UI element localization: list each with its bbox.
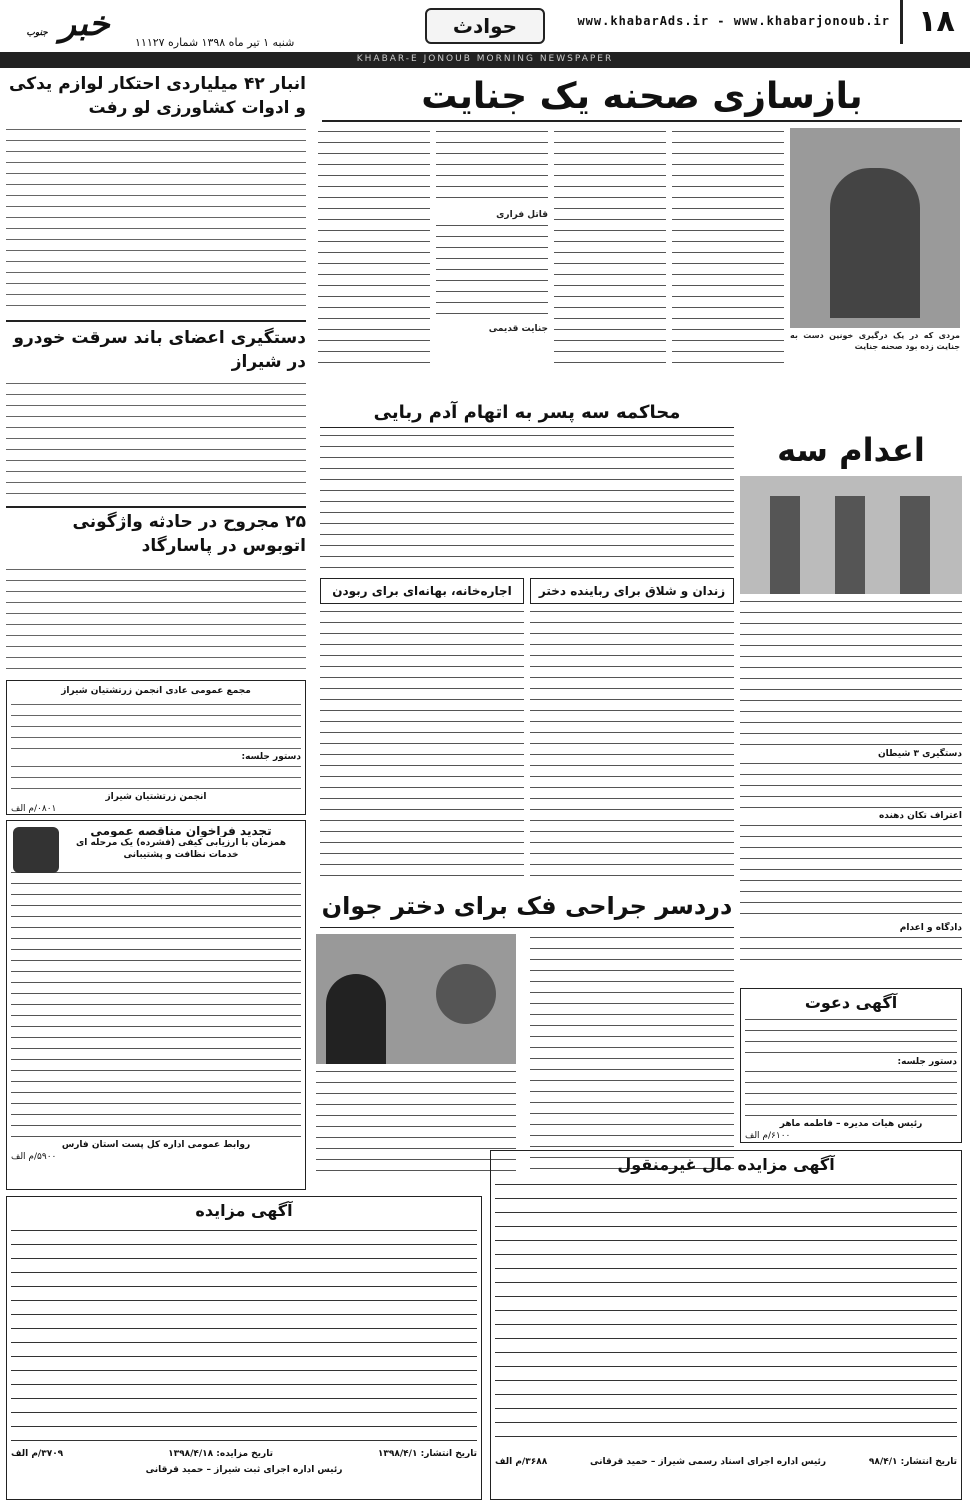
trial-body <box>320 432 734 572</box>
auction-left-date1: تاریخ انتشار: ۱۳۹۸/۴/۱ <box>377 1449 477 1459</box>
surgery-title: دردسر جراحی فک برای دختر جوان <box>321 892 733 920</box>
tender-code: ۵۹۰۰/م الف <box>11 1152 57 1162</box>
page-number: ١٨ <box>900 0 970 44</box>
auction-right <box>490 1150 962 1500</box>
trial-title-box <box>320 398 734 428</box>
invite-agenda: دستور جلسه: <box>897 1057 957 1067</box>
execution-body <box>740 598 962 978</box>
auction-left <box>6 1196 482 1500</box>
left-story-1 <box>6 72 306 124</box>
left-story-2 <box>6 326 306 378</box>
auction-right-signature: رئیس اداره اجرای اسناد رسمی شیراز – حمید قرقانی <box>590 1457 827 1467</box>
meeting-agenda-label: دستور جلسه: <box>241 752 301 762</box>
divider <box>6 320 306 322</box>
auction-right-title: آگهی مزایده مال غیرمنقول <box>617 1155 835 1174</box>
tender-signature: روابط عمومی اداره کل پست استان فارس <box>61 1140 251 1150</box>
header-strip: KHABAR-E JONOUB MORNING NEWSPAPER <box>0 52 970 66</box>
main-story-subhead1: قاتل فراری <box>496 210 548 220</box>
left-story-1-title: انبار ۴۲ میلیاردی احتکار لوازم یدکی و ادوات کشاورزی لو رفت <box>9 74 306 118</box>
main-story-photo <box>790 128 960 328</box>
auction-left-signature: رئیس اداره اجرای ثبت شیراز – حمید قرقانی <box>145 1465 343 1475</box>
main-story-title: بازسازی صحنه یک جنایت <box>421 76 863 117</box>
section-title: حوادث <box>425 8 545 44</box>
issue-date: شنبه ۱ تیر ماه ۱۳۹۸ شماره ۱۱۱۲۷ <box>135 36 295 49</box>
tender-subtitle: همزمان با ارزیابی کیفی (فشرده) یک مرحله ای خدمات نظافت و پشتیبانی <box>76 838 286 860</box>
trial-title: محاکمه سه پسر به اتهام آدم ربایی <box>373 402 681 423</box>
tender-notice <box>6 820 306 1190</box>
main-story-col2 <box>554 128 666 364</box>
meeting-notice-title: مجمع عمومی عادی انجمن زرتشتیان شیراز <box>61 686 251 696</box>
tender-title: تجدید فراخوان مناقصه عمومی <box>90 825 272 837</box>
mid-story-2-title-box <box>320 578 524 604</box>
invite-notice <box>740 988 962 1143</box>
left-story-3-body <box>6 566 306 676</box>
mid-story-2-body <box>320 608 524 878</box>
auction-left-date2: تاریخ مزایده: ۱۳۹۸/۴/۱۸ <box>168 1449 273 1459</box>
left-story-1-body <box>6 126 306 316</box>
main-story-subhead2: جنایت قدیمی <box>488 324 548 334</box>
main-story-col4 <box>318 128 430 364</box>
mid-story-2-title: اجاره‌خانه، بهانه‌ای برای ربودن <box>332 584 512 598</box>
auction-right-date: تاریخ انتشار: ۹۸/۴/۱ <box>868 1457 957 1467</box>
auction-left-code: ۳۷۰۹/م الف <box>11 1449 64 1459</box>
suspect-figure <box>830 168 920 318</box>
surgery-caption-body <box>316 1068 516 1178</box>
meeting-signature: انجمن زرتشتیان شیراز <box>105 792 207 802</box>
mid-story-1-title-box <box>530 578 734 604</box>
auction-right-code: ۳۶۸۸/م الف <box>495 1457 548 1467</box>
newspaper-logo: خبر جنوب <box>26 4 110 44</box>
surgery-body <box>530 934 734 1178</box>
left-story-3 <box>6 510 306 562</box>
left-story-2-title: دستگیری اعضای باند سرقت خودرو در شیراز <box>13 328 306 372</box>
main-story-col3 <box>436 128 548 364</box>
meeting-notice <box>6 680 306 815</box>
execution-subhead1: دستگیری ۳ شیطان <box>877 749 962 759</box>
page-header <box>0 0 970 68</box>
post-logo-icon <box>13 827 59 873</box>
mid-story-1-title: زندان و شلاق برای رباینده دختر <box>538 584 726 598</box>
surgery-title-box <box>320 884 734 928</box>
left-story-3-title: ۲۵ مجروح در حادثه واژگونی اتوبوس در پاسارگاد <box>72 512 306 556</box>
execution-subhead2: اعتراف تکان دهنده <box>878 811 962 821</box>
mid-story-1-body <box>530 608 734 878</box>
meeting-code: ۰۸۰۱/م الف <box>11 804 57 814</box>
main-story-header <box>322 72 962 122</box>
main-story-col1 <box>672 128 784 364</box>
invite-signature: رئیس هیات مدیره – فاطمه ماهر <box>779 1119 923 1129</box>
divider <box>6 506 306 508</box>
execution-photo <box>740 476 962 594</box>
auction-left-title: آگهی مزایده <box>195 1201 293 1220</box>
invite-code: ۶۱۰۰/م الف <box>745 1131 791 1141</box>
left-story-2-body <box>6 380 306 500</box>
execution-title-box <box>740 428 962 472</box>
execution-subhead3: دادگاه و اعدام <box>899 923 962 933</box>
invite-title: آگهی دعوت <box>804 993 898 1012</box>
website-url: www.khabarAds.ir - www.khabarjonoub.ir <box>577 14 890 28</box>
main-story-caption: مردی که در یک درگیری خونین دست به جنایت زده بود صحنه جنایت <box>790 331 960 351</box>
execution-title: اعدام سه <box>777 431 925 469</box>
surgery-photo <box>316 934 516 1064</box>
